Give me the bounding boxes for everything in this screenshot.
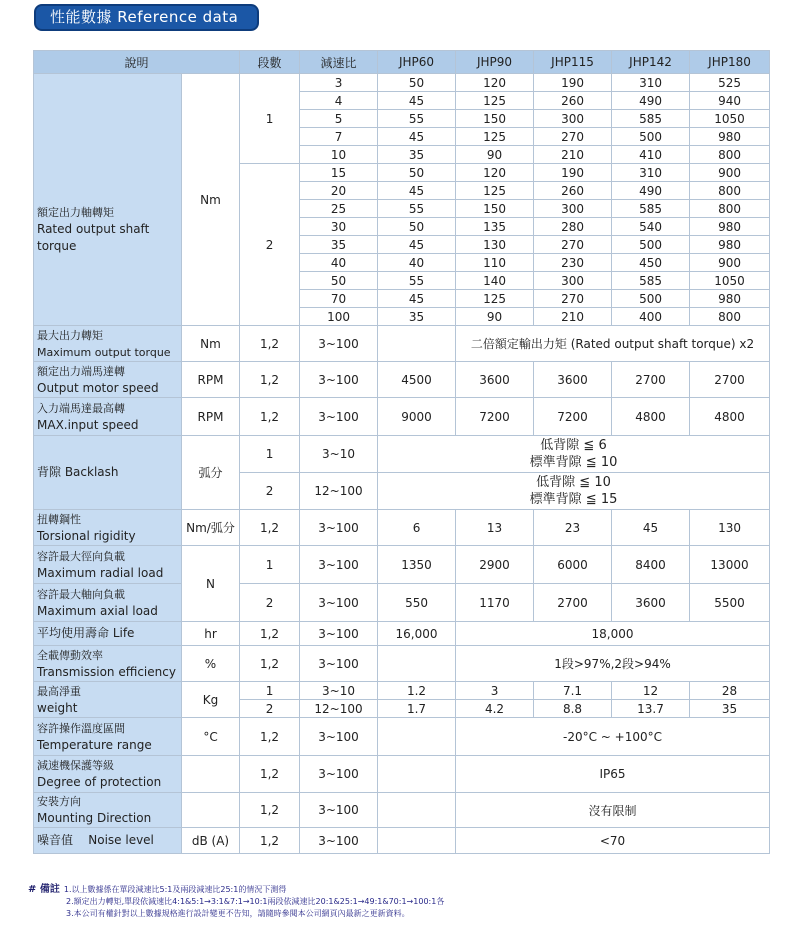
- value-cell: 45: [378, 236, 456, 254]
- unit-cell: Nm/弧分: [182, 510, 240, 546]
- value-cell: 270: [534, 128, 612, 146]
- value-cell: 3600: [456, 362, 534, 398]
- footnotes: [28, 884, 444, 920]
- value-cell: 280: [534, 218, 612, 236]
- header-model: JHP90: [456, 51, 534, 74]
- stage-cell: 1,2: [240, 646, 300, 682]
- value-cell: 900: [690, 254, 770, 272]
- value-cell: 210: [534, 308, 612, 326]
- ratio-cell: 3~100: [300, 546, 378, 584]
- standard-backlash: 標準背隙 ≦ 15: [529, 492, 618, 507]
- value-cell: 550: [378, 584, 456, 622]
- value-cell: 190: [534, 164, 612, 182]
- value-cell: 沒有限制: [456, 793, 770, 828]
- value-cell: 1170: [456, 584, 534, 622]
- label-en: Rated output shaft torque: [37, 222, 150, 253]
- value-cell: 18,000: [456, 622, 770, 646]
- value-cell: 140: [456, 272, 534, 290]
- label-en: Torsional rigidity: [37, 528, 136, 543]
- radial-load-label: [34, 546, 182, 584]
- ratio-cell: 50: [300, 272, 378, 290]
- ratio-cell: 5: [300, 110, 378, 128]
- value-cell: 9000: [378, 398, 456, 436]
- value-cell: 90: [456, 308, 534, 326]
- table-row: [34, 646, 770, 682]
- value-cell: 8.8: [534, 700, 612, 718]
- value-cell: 800: [690, 146, 770, 164]
- value-cell: 500: [612, 290, 690, 308]
- value-cell: 980: [690, 128, 770, 146]
- stage-cell: 1: [240, 74, 300, 164]
- value-cell: 150: [456, 110, 534, 128]
- value-cell: 5500: [690, 584, 770, 622]
- stage-cell: 2: [240, 473, 300, 510]
- mounting-label: [34, 793, 182, 828]
- unit-cell: hr: [182, 622, 240, 646]
- value-cell: 1.7: [378, 700, 456, 718]
- rated-torque-label: [34, 74, 182, 326]
- value-cell: 45: [612, 510, 690, 546]
- ratio-cell: 100: [300, 308, 378, 326]
- axial-load-label: [34, 584, 182, 622]
- value-cell: 490: [612, 182, 690, 200]
- value-cell: 45: [378, 128, 456, 146]
- value-cell: 23: [534, 510, 612, 546]
- value-cell: 150: [456, 200, 534, 218]
- value-cell: 190: [534, 74, 612, 92]
- stage-cell: 1: [240, 546, 300, 584]
- value-cell: [378, 646, 456, 682]
- table-header-row: [34, 51, 770, 74]
- value-cell: 300: [534, 110, 612, 128]
- footnote-2: 2.額定出力轉矩,單段依減速比4:1&5:1→3:1&7:1→10:1兩段依減速比20:1&25:1→49:1&70:1→100:1各: [66, 897, 445, 906]
- value-cell: 13: [456, 510, 534, 546]
- low-backlash: 低背隙 ≦ 10: [536, 475, 611, 490]
- backlash-value-cell: [378, 473, 770, 510]
- value-cell: 980: [690, 290, 770, 308]
- stage-cell: 1,2: [240, 828, 300, 854]
- label-zh: 容許最大徑向負載: [37, 549, 125, 563]
- value-cell: 45: [378, 182, 456, 200]
- label-zh: 額定出力軸轉矩: [37, 206, 114, 219]
- stage-cell: 2: [240, 584, 300, 622]
- value-cell: [378, 326, 456, 362]
- value-cell: 980: [690, 236, 770, 254]
- notes-mark: # 備註: [28, 884, 60, 895]
- table-row: [34, 362, 770, 398]
- value-cell: 490: [612, 92, 690, 110]
- table-row: [34, 546, 770, 584]
- value-cell: 50: [378, 218, 456, 236]
- value-cell: 940: [690, 92, 770, 110]
- unit-cell: Nm: [182, 326, 240, 362]
- value-cell: 300: [534, 272, 612, 290]
- value-cell: -20°C ~ +100°C: [456, 718, 770, 756]
- value-cell: 55: [378, 272, 456, 290]
- value-cell: 35: [690, 700, 770, 718]
- label-en: Mounting Direction: [37, 811, 152, 825]
- unit-cell: N: [182, 546, 240, 622]
- ratio-cell: 12~100: [300, 473, 378, 510]
- value-cell: 410: [612, 146, 690, 164]
- value-cell: 50: [378, 164, 456, 182]
- ratio-cell: 3~100: [300, 756, 378, 793]
- value-cell: 400: [612, 308, 690, 326]
- label-en: Output motor speed: [37, 380, 159, 395]
- value-cell: 4800: [612, 398, 690, 436]
- reference-data-table: [33, 50, 770, 854]
- value-cell: 4800: [690, 398, 770, 436]
- rigidity-label: [34, 510, 182, 546]
- unit-cell: 弧分: [182, 436, 240, 510]
- label-en: weight: [37, 700, 78, 715]
- value-cell: 4500: [378, 362, 456, 398]
- value-cell: 800: [690, 200, 770, 218]
- ratio-cell: 3: [300, 74, 378, 92]
- max-torque-label: [34, 326, 182, 362]
- label-zh: 最大出力轉矩: [37, 328, 103, 342]
- noise-label: 噪音值 Noise level: [34, 828, 182, 854]
- ratio-cell: 15: [300, 164, 378, 182]
- value-cell: 585: [612, 110, 690, 128]
- value-cell: 2700: [612, 362, 690, 398]
- ratio-cell: 3~100: [300, 398, 378, 436]
- standard-backlash: 標準背隙 ≦ 10: [529, 455, 618, 470]
- value-cell: [378, 793, 456, 828]
- header-model: JHP60: [378, 51, 456, 74]
- table-row: [34, 74, 770, 92]
- stage-cell: 1: [240, 436, 300, 473]
- table-row: [34, 682, 770, 700]
- label-en: Maximum axial load: [37, 603, 158, 618]
- motor-speed-label: [34, 362, 182, 398]
- value-cell: 7200: [534, 398, 612, 436]
- value-cell: 12: [612, 682, 690, 700]
- value-cell: 3600: [612, 584, 690, 622]
- table-row: [34, 510, 770, 546]
- unit-cell: Kg: [182, 682, 240, 718]
- value-cell: 260: [534, 182, 612, 200]
- unit-cell: RPM: [182, 398, 240, 436]
- stage-cell: 1,2: [240, 718, 300, 756]
- header-model: JHP142: [612, 51, 690, 74]
- value-cell: 6: [378, 510, 456, 546]
- ratio-cell: 70: [300, 290, 378, 308]
- ratio-cell: 3~100: [300, 718, 378, 756]
- label-en: Maximum radial load: [37, 565, 164, 580]
- value-cell: 525: [690, 74, 770, 92]
- value-cell: 1.2: [378, 682, 456, 700]
- value-cell: [378, 718, 456, 756]
- ratio-cell: 12~100: [300, 700, 378, 718]
- stage-cell: 1,2: [240, 793, 300, 828]
- label-zh: 最高淨重: [37, 684, 81, 698]
- value-cell: <70: [456, 828, 770, 854]
- value-cell: [378, 828, 456, 854]
- table-row: [34, 828, 770, 854]
- stage-cell: 1: [240, 682, 300, 700]
- label-zh: 容許操作溫度區間: [37, 721, 125, 735]
- value-cell: 260: [534, 92, 612, 110]
- label-zh: 容許最大軸向負載: [37, 587, 125, 601]
- value-cell: 50: [378, 74, 456, 92]
- value-cell: 125: [456, 182, 534, 200]
- stage-cell: 1,2: [240, 756, 300, 793]
- value-cell: 16,000: [378, 622, 456, 646]
- value-cell: 13000: [690, 546, 770, 584]
- value-cell: 8400: [612, 546, 690, 584]
- header-stage: 段數: [240, 51, 300, 74]
- backlash-value-cell: [378, 436, 770, 473]
- value-cell: 7200: [456, 398, 534, 436]
- value-cell: 6000: [534, 546, 612, 584]
- backlash-label: 背隙 Backlash: [34, 436, 182, 510]
- ratio-cell: 3~100: [300, 362, 378, 398]
- value-cell: [378, 756, 456, 793]
- ratio-cell: 3~100: [300, 326, 378, 362]
- value-cell: 90: [456, 146, 534, 164]
- stage-cell: 1,2: [240, 362, 300, 398]
- value-cell: 13.7: [612, 700, 690, 718]
- label-zh: 減速機保護等級: [37, 759, 114, 772]
- value-cell: 980: [690, 218, 770, 236]
- label-zh: 扭轉鋼性: [37, 512, 81, 526]
- value-cell: 585: [612, 200, 690, 218]
- unit-cell: dB (A): [182, 828, 240, 854]
- table-row: [34, 436, 770, 473]
- label-en: Maximum output torque: [37, 345, 171, 359]
- ratio-cell: 4: [300, 92, 378, 110]
- unit-cell: °C: [182, 718, 240, 756]
- stage-cell: 1,2: [240, 510, 300, 546]
- header-model: JHP115: [534, 51, 612, 74]
- header-description: 說明: [34, 51, 240, 74]
- table-row: [34, 398, 770, 436]
- table-row: [34, 622, 770, 646]
- value-cell: 55: [378, 200, 456, 218]
- value-cell: 300: [534, 200, 612, 218]
- section-title: 性能數據 Reference data: [34, 4, 259, 31]
- value-cell: 230: [534, 254, 612, 272]
- value-cell: 3600: [534, 362, 612, 398]
- label-zh: 入力端馬達最高轉: [37, 401, 125, 415]
- label-zh: 額定出力端馬達轉: [37, 364, 125, 378]
- table-row: [34, 793, 770, 828]
- value-cell: 1050: [690, 272, 770, 290]
- value-cell: 125: [456, 290, 534, 308]
- ratio-cell: 3~100: [300, 584, 378, 622]
- value-cell: 3: [456, 682, 534, 700]
- ratio-cell: 35: [300, 236, 378, 254]
- footnote-1: 1.以上數據係在單段減速比5:1及兩段減速比25:1的情況下測得: [63, 885, 287, 894]
- ratio-cell: 7: [300, 128, 378, 146]
- unit-cell: %: [182, 646, 240, 682]
- value-cell: 800: [690, 182, 770, 200]
- value-cell: 7.1: [534, 682, 612, 700]
- value-cell: 270: [534, 290, 612, 308]
- stage-cell: 2: [240, 164, 300, 326]
- ratio-cell: 3~10: [300, 436, 378, 473]
- ratio-cell: 30: [300, 218, 378, 236]
- unit-cell: Nm: [182, 74, 240, 326]
- label-zh: 全載傳動效率: [37, 648, 103, 662]
- input-speed-label: [34, 398, 182, 436]
- low-backlash: 低背隙 ≦ 6: [540, 438, 607, 453]
- label-zh: 安裝方向: [37, 795, 81, 808]
- value-cell: 135: [456, 218, 534, 236]
- value-cell: 310: [612, 164, 690, 182]
- unit-cell: [182, 756, 240, 793]
- value-cell: 40: [378, 254, 456, 272]
- footnote-3: 3.本公司有權針對以上數據規格進行設計變更不告知，請隨時參閱本公司網頁內最新之更新資料。: [66, 909, 410, 918]
- value-cell: 2700: [534, 584, 612, 622]
- protection-label: [34, 756, 182, 793]
- header-model: JHP180: [690, 51, 770, 74]
- value-cell: 125: [456, 128, 534, 146]
- value-cell: 35: [378, 308, 456, 326]
- value-cell: 1段>97%,2段>94%: [456, 646, 770, 682]
- value-cell: 270: [534, 236, 612, 254]
- value-cell: 500: [612, 236, 690, 254]
- footnote-line: [28, 884, 444, 896]
- value-cell: 2700: [690, 362, 770, 398]
- label-en: MAX.input speed: [37, 417, 139, 432]
- stage-cell: 1,2: [240, 398, 300, 436]
- table-row: [34, 756, 770, 793]
- temperature-label: [34, 718, 182, 756]
- label-en: Transmission efficiency: [37, 664, 176, 679]
- value-cell: 585: [612, 272, 690, 290]
- life-label: 平均使用壽命 Life: [34, 622, 182, 646]
- unit-cell: [182, 793, 240, 828]
- value-cell: 110: [456, 254, 534, 272]
- ratio-cell: 20: [300, 182, 378, 200]
- label-en: Temperature range: [37, 737, 152, 752]
- ratio-cell: 3~100: [300, 510, 378, 546]
- ratio-cell: 3~100: [300, 793, 378, 828]
- label-en: Degree of protection: [37, 775, 162, 789]
- stage-cell: 1,2: [240, 622, 300, 646]
- unit-cell: RPM: [182, 362, 240, 398]
- ratio-cell: 40: [300, 254, 378, 272]
- value-cell: 125: [456, 92, 534, 110]
- table-row: [34, 584, 770, 622]
- value-cell: 900: [690, 164, 770, 182]
- ratio-cell: 3~100: [300, 622, 378, 646]
- value-cell: 800: [690, 308, 770, 326]
- efficiency-label: [34, 646, 182, 682]
- value-cell: 55: [378, 110, 456, 128]
- value-cell: 二倍額定輸出力矩 (Rated output shaft torque) x2: [456, 326, 770, 362]
- value-cell: 120: [456, 164, 534, 182]
- stage-cell: 2: [240, 700, 300, 718]
- value-cell: 130: [690, 510, 770, 546]
- value-cell: 310: [612, 74, 690, 92]
- value-cell: 120: [456, 74, 534, 92]
- value-cell: 130: [456, 236, 534, 254]
- value-cell: 450: [612, 254, 690, 272]
- value-cell: 45: [378, 290, 456, 308]
- value-cell: IP65: [456, 756, 770, 793]
- header-ratio: 減速比: [300, 51, 378, 74]
- table-row: [34, 326, 770, 362]
- stage-cell: 1,2: [240, 326, 300, 362]
- value-cell: 4.2: [456, 700, 534, 718]
- ratio-cell: 3~10: [300, 682, 378, 700]
- ratio-cell: 10: [300, 146, 378, 164]
- value-cell: 500: [612, 128, 690, 146]
- value-cell: 2900: [456, 546, 534, 584]
- weight-label: [34, 682, 182, 718]
- value-cell: 28: [690, 682, 770, 700]
- ratio-cell: 3~100: [300, 828, 378, 854]
- value-cell: 45: [378, 92, 456, 110]
- value-cell: 540: [612, 218, 690, 236]
- ratio-cell: 25: [300, 200, 378, 218]
- value-cell: 35: [378, 146, 456, 164]
- value-cell: 1350: [378, 546, 456, 584]
- value-cell: 1050: [690, 110, 770, 128]
- ratio-cell: 3~100: [300, 646, 378, 682]
- value-cell: 210: [534, 146, 612, 164]
- table-row: [34, 718, 770, 756]
